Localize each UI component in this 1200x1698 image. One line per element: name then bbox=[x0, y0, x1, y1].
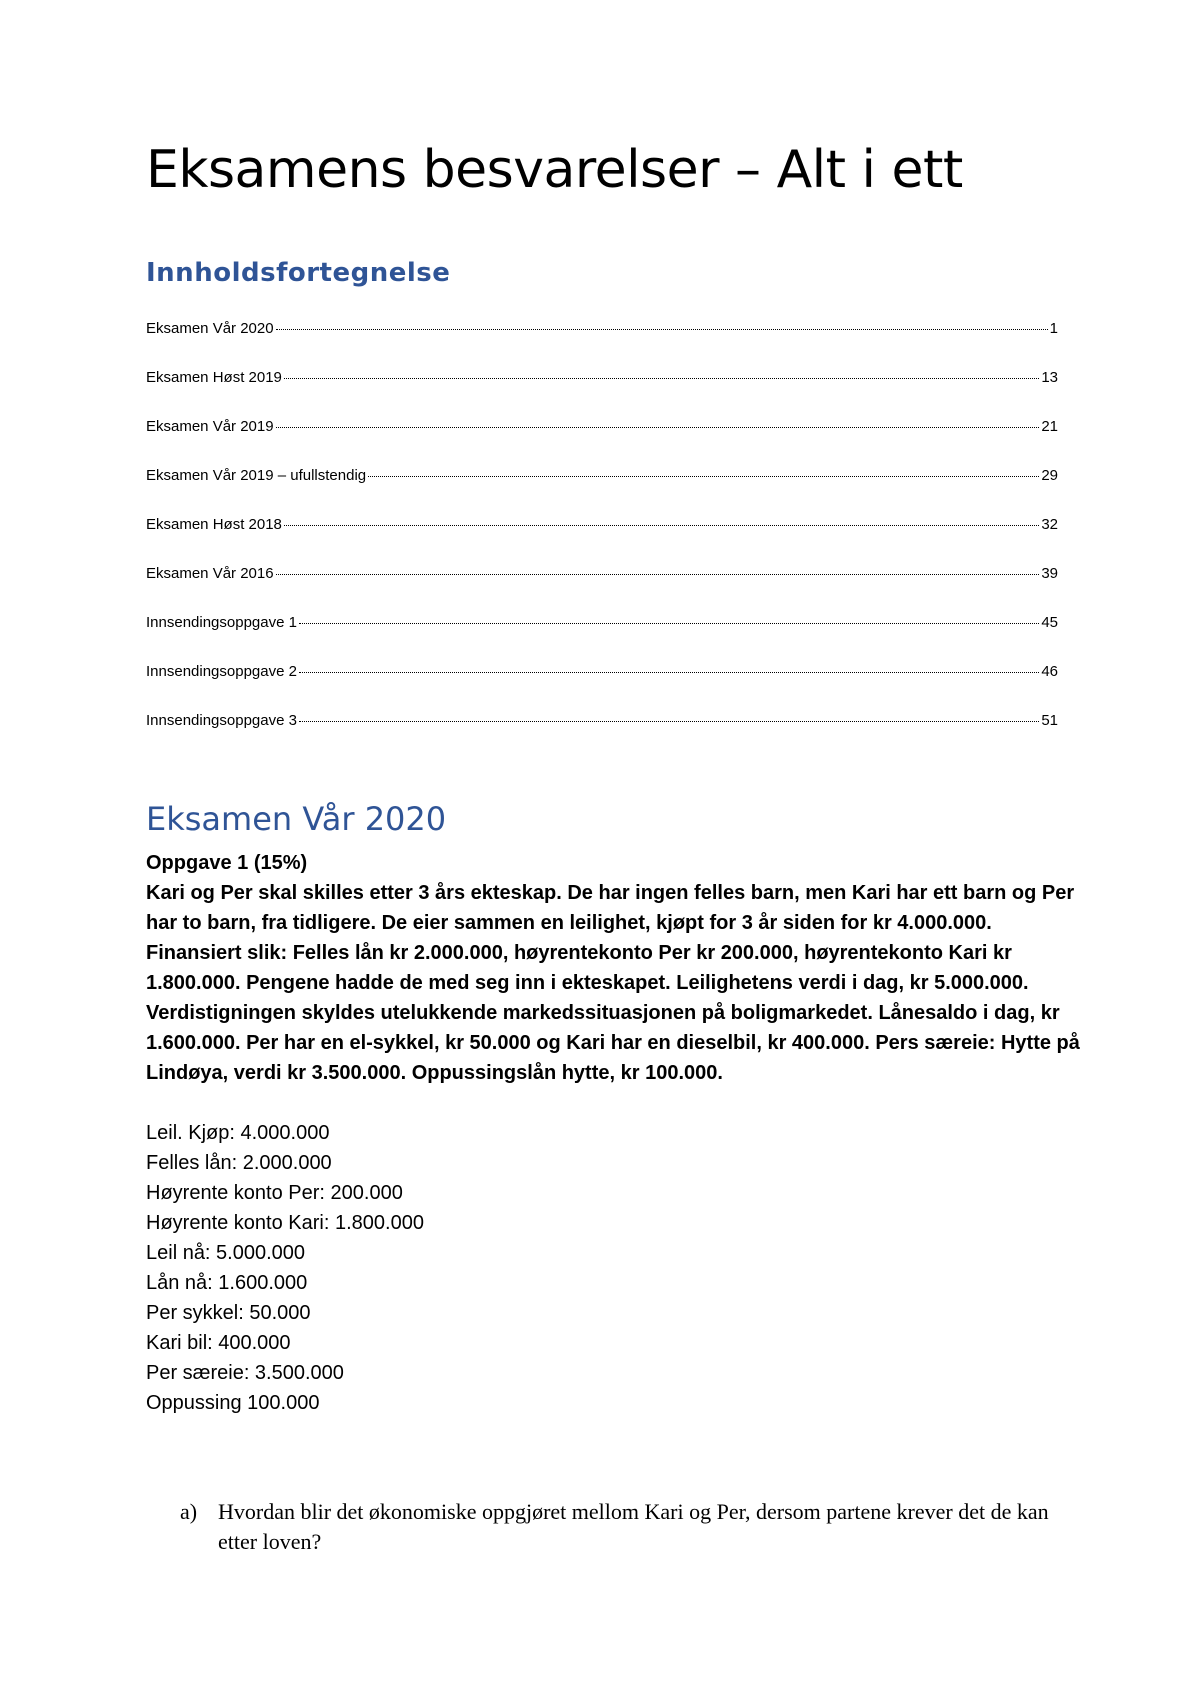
toc-entry-label: Innsendingsoppgave 1 bbox=[146, 614, 297, 631]
document-title: Eksamens besvarelser – Alt i ett bbox=[146, 140, 963, 200]
fact-line: Oppussing 100.000 bbox=[146, 1392, 320, 1414]
toc-entry-label: Eksamen Vår 2016 bbox=[146, 565, 274, 582]
facts-list bbox=[146, 1118, 1086, 1418]
toc-entry-page: 13 bbox=[1041, 369, 1058, 386]
toc-entry-label: Innsendingsoppgave 2 bbox=[146, 663, 297, 680]
toc-entry[interactable] bbox=[146, 320, 1058, 369]
toc-entry-page: 21 bbox=[1041, 418, 1058, 435]
toc-entry[interactable] bbox=[146, 712, 1058, 761]
question-text: Hvordan blir det økonomiske oppgjøret mellom Kari og Per, dersom partene krever det de kan etter loven? bbox=[218, 1499, 1049, 1554]
toc-entry-label: Innsendingsoppgave 3 bbox=[146, 712, 297, 729]
toc-entry-page: 46 bbox=[1041, 663, 1058, 680]
toc-entry-label: Eksamen Vår 2019 – ufullstendig bbox=[146, 467, 367, 484]
fact-line: Per sykkel: 50.000 bbox=[146, 1302, 311, 1324]
task-description: Kari og Per skal skilles etter 3 års ekteskap. De har ingen felles barn, men Kari har ett barn og Per har to barn, fra tidligere. De eier sammen en leilighet, kjøpt for 3 år siden for kr 4.000.000. Finansiert slik: Felles lån kr 2.000.000, høyrentekonto Per kr 200.000, høyrentekonto Kari kr 1.800.000. Pengene hadde de med seg inn i ekteskapet. Leilighetens verdi i dag, kr 5.000.000. Verdistigningen skyldes utelukkende markedssituasjonen på boligmarkedet. Lånesaldo i dag, kr 1.600.000. Per har en el-sykkel, kr 50.000 og Kari har en dieselbil, kr 400.000. Pers særeie: Hytte på Lindøya, verdi kr 3.500.000. Oppussingslån hytte, kr 100.000. bbox=[146, 882, 1080, 1084]
toc-entry[interactable] bbox=[146, 516, 1058, 565]
toc-entry-label: Eksamen Vår 2019 bbox=[146, 418, 274, 435]
toc-leader-dots bbox=[276, 329, 1048, 330]
toc-entry[interactable] bbox=[146, 565, 1058, 614]
toc-entry-page: 45 bbox=[1041, 614, 1058, 631]
toc-heading: Innholdsfortegnelse bbox=[146, 258, 451, 288]
toc-leader-dots bbox=[284, 378, 1039, 379]
section-heading: Eksamen Vår 2020 bbox=[146, 800, 447, 838]
fact-line: Leil. Kjøp: 4.000.000 bbox=[146, 1122, 330, 1144]
toc-leader-dots bbox=[299, 623, 1039, 624]
fact-line: Felles lån: 2.000.000 bbox=[146, 1152, 332, 1174]
task-title: Oppgave 1 (15%) bbox=[146, 852, 308, 874]
toc-entry-label: Eksamen Høst 2019 bbox=[146, 369, 282, 386]
toc-entry[interactable] bbox=[146, 467, 1058, 516]
question-item bbox=[180, 1497, 1060, 1557]
fact-line: Høyrente konto Per: 200.000 bbox=[146, 1182, 403, 1204]
section-body bbox=[146, 848, 1086, 1418]
toc-entry[interactable] bbox=[146, 369, 1058, 418]
toc-entry-page: 39 bbox=[1041, 565, 1058, 582]
fact-line: Per særeie: 3.500.000 bbox=[146, 1362, 344, 1384]
toc-entry-label: Eksamen Høst 2018 bbox=[146, 516, 282, 533]
toc-leader-dots bbox=[276, 427, 1040, 428]
table-of-contents bbox=[146, 320, 1058, 761]
fact-line: Høyrente konto Kari: 1.800.000 bbox=[146, 1212, 424, 1234]
toc-entry-page: 32 bbox=[1041, 516, 1058, 533]
question-marker: a) bbox=[180, 1499, 198, 1524]
toc-entry[interactable] bbox=[146, 614, 1058, 663]
toc-leader-dots bbox=[299, 721, 1039, 722]
toc-entry-page: 51 bbox=[1041, 712, 1058, 729]
toc-leader-dots bbox=[276, 574, 1040, 575]
toc-leader-dots bbox=[299, 672, 1039, 673]
fact-line: Lån nå: 1.600.000 bbox=[146, 1272, 308, 1294]
toc-leader-dots bbox=[368, 476, 1039, 477]
toc-entry-label: Eksamen Vår 2020 bbox=[146, 320, 274, 337]
toc-leader-dots bbox=[284, 525, 1039, 526]
toc-entry-page: 1 bbox=[1049, 320, 1058, 337]
question-list bbox=[180, 1497, 1060, 1557]
fact-line: Kari bil: 400.000 bbox=[146, 1332, 291, 1354]
toc-entry[interactable] bbox=[146, 418, 1058, 467]
toc-entry-page: 29 bbox=[1041, 467, 1058, 484]
fact-line: Leil nå: 5.000.000 bbox=[146, 1242, 306, 1264]
toc-entry[interactable] bbox=[146, 663, 1058, 712]
